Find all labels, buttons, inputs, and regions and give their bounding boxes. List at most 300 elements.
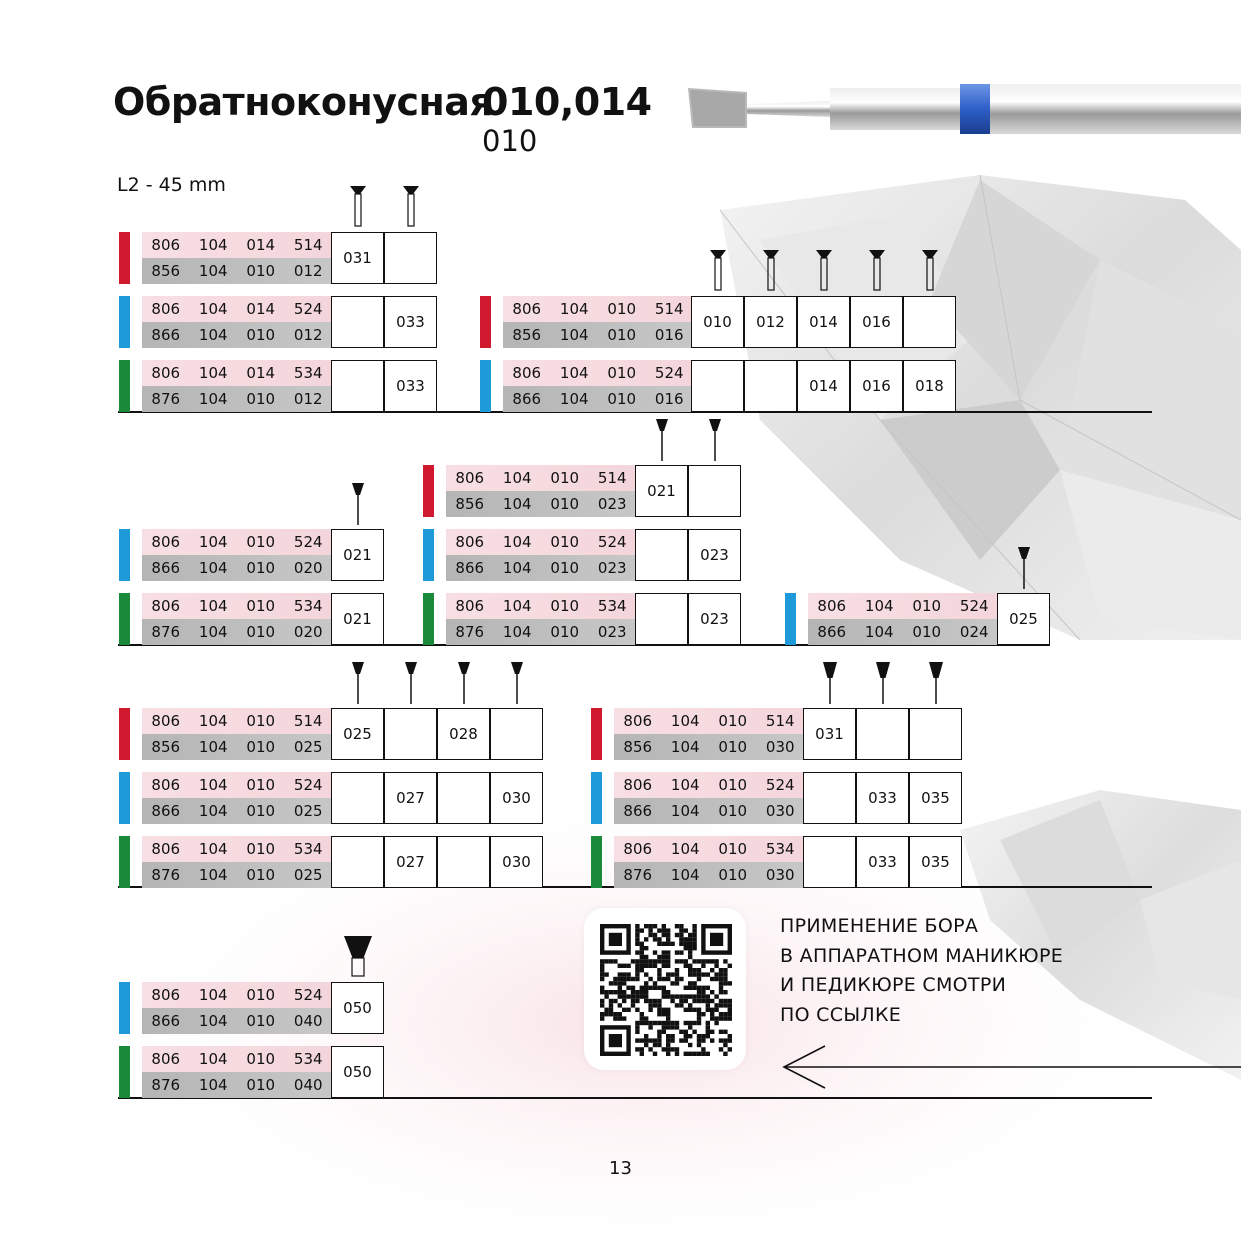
color-bar-blue (785, 593, 796, 645)
product-codes (142, 593, 332, 645)
code-cell: 876 (455, 623, 485, 641)
promo-line: В АППАРАТНОМ МАНИКЮРЕ (780, 944, 1064, 967)
product-row (591, 708, 962, 760)
code-line-bottom (614, 798, 804, 824)
code-cell: 010 (246, 390, 276, 408)
size-cell: 021 (331, 593, 384, 645)
product-codes (142, 360, 332, 412)
code-cell: 012 (293, 390, 323, 408)
code-cell: 012 (293, 262, 323, 280)
code-cell: 025 (293, 738, 323, 756)
code-line-bottom (446, 619, 636, 645)
product-codes (142, 232, 332, 284)
code-cell: 104 (198, 738, 228, 756)
code-cell: 806 (455, 533, 485, 551)
size-cell (490, 708, 543, 760)
color-bar-blue (423, 529, 434, 581)
code-cell: 806 (151, 236, 181, 254)
code-cell: 010 (718, 738, 748, 756)
size-cell: 030 (490, 836, 543, 888)
code-cell: 104 (198, 712, 228, 730)
size-cell: 033 (384, 360, 437, 412)
code-cell: 876 (151, 390, 181, 408)
code-line-bottom (142, 555, 332, 581)
color-bar-green (119, 360, 130, 412)
code-cell: 010 (718, 712, 748, 730)
size-cell: 050 (331, 982, 384, 1034)
code-line-bottom (503, 386, 693, 412)
code-cell: 104 (670, 776, 700, 794)
bur-shape-icon (920, 660, 952, 708)
code-cell: 534 (293, 840, 323, 858)
code-cell: 023 (597, 495, 627, 513)
bur-shape-icon (395, 184, 427, 232)
code-line-bottom (142, 1072, 332, 1098)
product-codes (614, 836, 804, 888)
code-cell: 876 (151, 1076, 181, 1094)
code-cell: 104 (502, 597, 532, 615)
code-cell: 514 (597, 469, 627, 487)
code-cell: 806 (151, 364, 181, 382)
code-cell: 104 (670, 802, 700, 820)
code-cell: 010 (607, 300, 637, 318)
color-bar-blue (119, 982, 130, 1034)
code-line-top (446, 529, 636, 555)
size-cell (691, 360, 744, 412)
product-codes (142, 1046, 332, 1098)
code-cell: 104 (559, 326, 589, 344)
bur-shape-icon (342, 184, 374, 232)
color-bar-blue (119, 296, 130, 348)
product-codes (142, 296, 332, 348)
product-codes (446, 529, 636, 581)
size-cell: 050 (331, 1046, 384, 1098)
code-cell: 806 (151, 597, 181, 615)
code-cell: 806 (151, 300, 181, 318)
code-line-bottom (614, 734, 804, 760)
color-bar-red (480, 296, 491, 348)
product-row (119, 708, 543, 760)
code-cell: 104 (670, 840, 700, 858)
product-codes (142, 772, 332, 824)
code-cell: 104 (198, 300, 228, 318)
bur-shape-icon (395, 660, 427, 708)
code-line-bottom (142, 1008, 332, 1034)
code-cell: 104 (502, 623, 532, 641)
size-cell: 025 (997, 593, 1050, 645)
code-cell: 534 (293, 364, 323, 382)
size-cell (331, 836, 384, 888)
code-cell: 104 (198, 533, 228, 551)
code-cell: 806 (151, 1050, 181, 1068)
code-cell: 806 (623, 776, 653, 794)
code-cell: 104 (198, 623, 228, 641)
code-cell: 104 (502, 469, 532, 487)
color-bar-red (591, 708, 602, 760)
product-codes (503, 296, 693, 348)
product-bur-image (688, 84, 1241, 134)
bur-shape-icon (867, 660, 899, 708)
code-cell: 010 (550, 597, 580, 615)
code-cell: 806 (455, 597, 485, 615)
size-cell: 021 (635, 465, 688, 517)
code-cell: 010 (550, 469, 580, 487)
product-row (119, 232, 437, 284)
code-cell: 524 (959, 597, 989, 615)
code-cell: 866 (817, 623, 847, 641)
code-cell: 010 (246, 1076, 276, 1094)
code-line-top (808, 593, 998, 619)
code-line-top (142, 593, 332, 619)
code-line-bottom (446, 555, 636, 581)
code-cell: 806 (623, 712, 653, 730)
code-cell: 806 (512, 300, 542, 318)
size-cell: 033 (856, 772, 909, 824)
product-row (119, 529, 384, 581)
size-cell: 031 (803, 708, 856, 760)
product-row (119, 360, 437, 412)
code-cell: 104 (670, 738, 700, 756)
code-cell: 010 (718, 802, 748, 820)
code-cell: 104 (198, 1050, 228, 1068)
code-cell: 866 (455, 559, 485, 577)
bur-shape-icon (702, 248, 734, 296)
code-cell: 040 (293, 1076, 323, 1094)
code-cell: 866 (151, 1012, 181, 1030)
size-cell (331, 772, 384, 824)
code-cell: 104 (502, 495, 532, 513)
product-row (119, 836, 543, 888)
product-codes (614, 772, 804, 824)
code-cell: 104 (198, 986, 228, 1004)
code-cell: 806 (151, 533, 181, 551)
code-cell: 104 (198, 1076, 228, 1094)
code-cell: 104 (198, 802, 228, 820)
size-cell: 010 (691, 296, 744, 348)
code-cell: 806 (623, 840, 653, 858)
product-row (785, 593, 1050, 645)
code-cell: 104 (198, 776, 228, 794)
size-cell (803, 772, 856, 824)
size-cell (437, 772, 490, 824)
code-cell: 030 (765, 866, 795, 884)
length-label: L2 - 45 mm (117, 174, 226, 196)
code-cell: 524 (293, 776, 323, 794)
code-cell: 010 (246, 840, 276, 858)
code-line-top (614, 708, 804, 734)
code-cell: 020 (293, 623, 323, 641)
code-cell: 524 (765, 776, 795, 794)
code-cell: 866 (151, 559, 181, 577)
page-number: 13 (609, 1158, 632, 1179)
size-cell: 030 (490, 772, 543, 824)
code-cell: 104 (198, 597, 228, 615)
code-cell: 016 (654, 326, 684, 344)
shape-codes: 010,014 (482, 80, 652, 124)
code-cell: 806 (455, 469, 485, 487)
code-line-top (142, 708, 332, 734)
code-line-top (142, 772, 332, 798)
code-line-top (142, 982, 332, 1008)
code-cell: 514 (654, 300, 684, 318)
color-bar-blue (119, 529, 130, 581)
size-cell (635, 529, 688, 581)
size-cell (437, 836, 490, 888)
size-cell (635, 593, 688, 645)
size-cell: 027 (384, 772, 437, 824)
code-cell: 534 (293, 1050, 323, 1068)
code-line-bottom (446, 491, 636, 517)
code-line-top (142, 296, 332, 322)
size-cell: 028 (437, 708, 490, 760)
code-cell: 010 (246, 262, 276, 280)
page-title: Обратноконусная (113, 80, 494, 124)
code-cell: 010 (246, 623, 276, 641)
code-line-bottom (142, 798, 332, 824)
code-cell: 104 (559, 364, 589, 382)
bur-shape-icon (342, 660, 374, 708)
code-cell: 016 (654, 390, 684, 408)
code-cell: 104 (559, 390, 589, 408)
code-line-bottom (142, 862, 332, 888)
code-cell: 856 (151, 738, 181, 756)
code-line-top (446, 465, 636, 491)
code-cell: 866 (151, 326, 181, 344)
bur-shape-icon (501, 660, 533, 708)
code-cell: 010 (607, 364, 637, 382)
color-bar-green (119, 1046, 130, 1098)
promo-line: И ПЕДИКЮРЕ СМОТРИ (780, 974, 1007, 996)
product-codes (446, 465, 636, 517)
code-cell: 010 (550, 559, 580, 577)
code-line-bottom (142, 619, 332, 645)
code-cell: 030 (765, 738, 795, 756)
size-cell (331, 360, 384, 412)
code-cell: 010 (718, 866, 748, 884)
bur-shape-icon (814, 660, 846, 708)
bur-shape-icon (342, 934, 374, 982)
code-cell: 104 (198, 262, 228, 280)
color-bar-green (119, 593, 130, 645)
color-bar-green (423, 593, 434, 645)
size-cell: 033 (856, 836, 909, 888)
bur-shape-icon (861, 248, 893, 296)
code-cell: 023 (597, 559, 627, 577)
color-bar-blue (480, 360, 491, 412)
code-cell: 010 (246, 1012, 276, 1030)
size-cell (803, 836, 856, 888)
bur-shape-icon (755, 248, 787, 296)
code-line-bottom (142, 734, 332, 760)
qr-code-card[interactable] (584, 908, 746, 1070)
code-cell: 856 (455, 495, 485, 513)
size-cell: 012 (744, 296, 797, 348)
size-cell (903, 296, 956, 348)
code-cell: 010 (718, 776, 748, 794)
product-codes (142, 708, 332, 760)
code-cell: 104 (864, 623, 894, 641)
code-cell: 104 (198, 559, 228, 577)
code-cell: 024 (959, 623, 989, 641)
product-row (119, 593, 384, 645)
code-cell: 856 (512, 326, 542, 344)
product-row (119, 1046, 384, 1098)
code-cell: 010 (246, 802, 276, 820)
product-codes (503, 360, 693, 412)
code-cell: 514 (765, 712, 795, 730)
code-cell: 010 (912, 623, 942, 641)
code-line-top (142, 836, 332, 862)
code-cell: 104 (198, 840, 228, 858)
code-cell: 104 (559, 300, 589, 318)
size-cell: 033 (384, 296, 437, 348)
size-cell: 023 (688, 529, 741, 581)
size-cell (384, 708, 437, 760)
code-cell: 010 (246, 738, 276, 756)
size-cell: 018 (903, 360, 956, 412)
code-cell: 010 (607, 390, 637, 408)
size-cell: 023 (688, 593, 741, 645)
code-cell: 806 (512, 364, 542, 382)
code-cell: 010 (718, 840, 748, 858)
size-cell: 016 (850, 360, 903, 412)
size-cell (384, 232, 437, 284)
product-row (119, 296, 437, 348)
promo-text (780, 912, 1080, 1030)
code-line-top (503, 296, 693, 322)
code-cell: 014 (246, 300, 276, 318)
product-row (423, 465, 741, 517)
size-cell: 014 (797, 296, 850, 348)
code-line-top (614, 772, 804, 798)
bur-shape-icon (699, 417, 731, 465)
code-cell: 010 (246, 597, 276, 615)
qr-code-icon (584, 908, 746, 1070)
code-cell: 534 (293, 597, 323, 615)
code-cell: 010 (550, 533, 580, 551)
shape-code-sub: 010 (482, 124, 538, 158)
size-cell: 027 (384, 836, 437, 888)
code-cell: 025 (293, 866, 323, 884)
code-cell: 876 (151, 866, 181, 884)
code-cell: 524 (293, 300, 323, 318)
product-row (480, 296, 956, 348)
size-cell: 016 (850, 296, 903, 348)
code-cell: 010 (246, 533, 276, 551)
code-line-top (142, 529, 332, 555)
code-line-bottom (503, 322, 693, 348)
color-bar-red (119, 232, 130, 284)
code-line-top (142, 232, 332, 258)
code-cell: 010 (246, 986, 276, 1004)
bur-shape-icon (448, 660, 480, 708)
code-cell: 104 (198, 866, 228, 884)
code-cell: 025 (293, 802, 323, 820)
code-cell: 514 (293, 712, 323, 730)
bur-shape-icon (342, 481, 374, 529)
product-row (591, 836, 962, 888)
product-row (480, 360, 956, 412)
code-cell: 514 (293, 236, 323, 254)
product-codes (614, 708, 804, 760)
code-cell: 012 (293, 326, 323, 344)
code-line-bottom (142, 322, 332, 348)
code-cell: 104 (670, 712, 700, 730)
code-cell: 010 (246, 1050, 276, 1068)
product-codes (142, 529, 332, 581)
size-cell (909, 708, 962, 760)
code-cell: 866 (623, 802, 653, 820)
code-cell: 010 (246, 776, 276, 794)
code-cell: 104 (198, 390, 228, 408)
color-bar-red (119, 708, 130, 760)
code-cell: 030 (765, 802, 795, 820)
code-cell: 023 (597, 623, 627, 641)
product-codes (142, 982, 332, 1034)
code-cell: 524 (654, 364, 684, 382)
size-cell (331, 296, 384, 348)
product-row (119, 982, 384, 1034)
code-cell: 010 (246, 326, 276, 344)
code-cell: 806 (151, 840, 181, 858)
code-cell: 104 (198, 364, 228, 382)
code-cell: 806 (817, 597, 847, 615)
code-line-top (446, 593, 636, 619)
size-cell (688, 465, 741, 517)
color-bar-red (423, 465, 434, 517)
code-cell: 856 (623, 738, 653, 756)
code-cell: 806 (151, 776, 181, 794)
size-cell: 031 (331, 232, 384, 284)
product-codes (142, 836, 332, 888)
code-cell: 104 (502, 559, 532, 577)
code-cell: 856 (151, 262, 181, 280)
code-line-top (503, 360, 693, 386)
bur-shape-icon (646, 417, 678, 465)
size-cell (744, 360, 797, 412)
code-cell: 524 (597, 533, 627, 551)
code-cell: 806 (151, 712, 181, 730)
product-codes (808, 593, 998, 645)
size-cell: 025 (331, 708, 384, 760)
product-row (119, 772, 543, 824)
code-cell: 104 (864, 597, 894, 615)
code-cell: 866 (512, 390, 542, 408)
code-line-top (142, 1046, 332, 1072)
code-cell: 104 (670, 866, 700, 884)
code-line-bottom (808, 619, 998, 645)
product-codes (446, 593, 636, 645)
size-cell: 021 (331, 529, 384, 581)
code-cell: 104 (198, 1012, 228, 1030)
code-cell: 040 (293, 1012, 323, 1030)
code-cell: 876 (623, 866, 653, 884)
code-cell: 806 (151, 986, 181, 1004)
color-bar-blue (591, 772, 602, 824)
bur-shape-icon (808, 248, 840, 296)
code-line-bottom (142, 386, 332, 412)
size-cell: 035 (909, 772, 962, 824)
promo-line: ПРИМЕНЕНИЕ БОРА (780, 915, 979, 937)
code-line-bottom (614, 862, 804, 888)
code-cell: 010 (550, 623, 580, 641)
code-cell: 534 (597, 597, 627, 615)
size-cell (856, 708, 909, 760)
code-cell: 010 (246, 866, 276, 884)
code-cell: 010 (246, 712, 276, 730)
size-cell: 014 (797, 360, 850, 412)
code-cell: 524 (293, 986, 323, 1004)
